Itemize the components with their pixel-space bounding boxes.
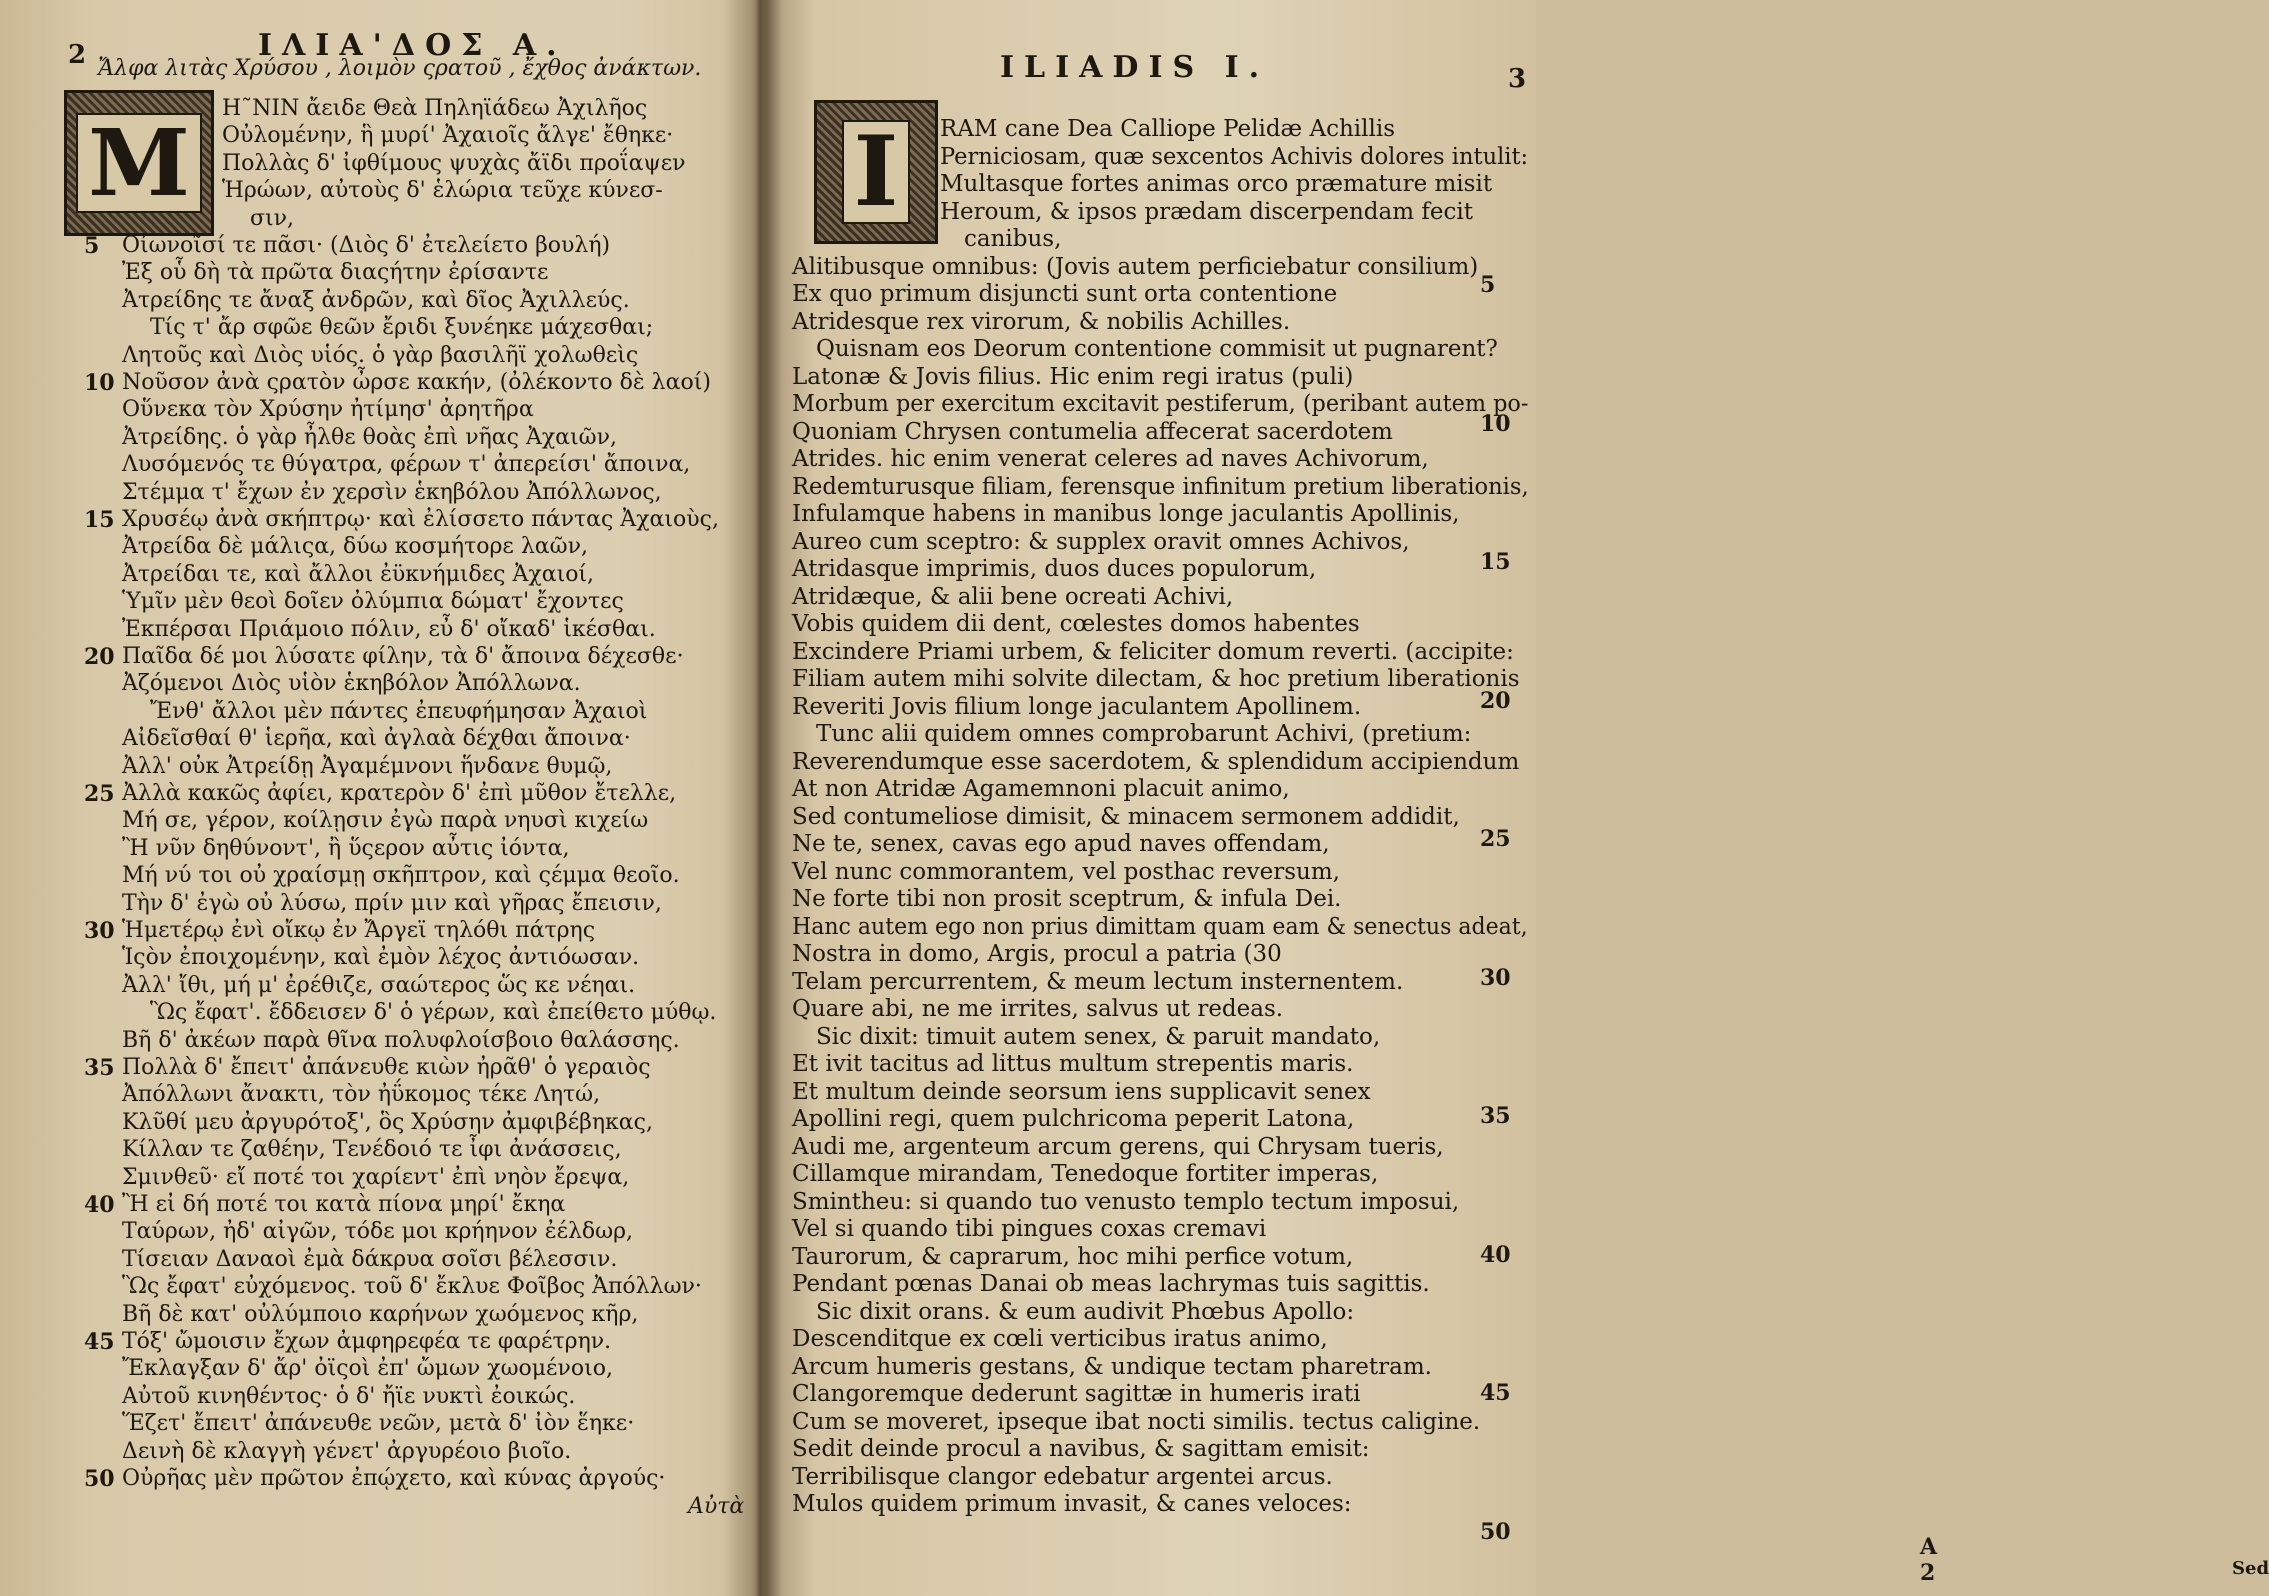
text-line: Vel nunc commorantem, vel posthac reversum,	[792, 858, 1340, 885]
line-number: 25	[1480, 826, 1511, 852]
line-number: 40	[84, 1192, 115, 1218]
text-line: Ἐξ οὗ δὴ τὰ πρῶτα διαςήτην ἐρίσαντε	[122, 260, 549, 286]
left-folio: 2	[68, 40, 87, 70]
text-line: Τόξ' ὤμοισιν ἔχων ἀμφηρεφέα τε φαρέτρην.	[122, 1329, 612, 1354]
text-line: Morbum per exercitum excitavit pestiferum, (peribant autem po-	[792, 391, 1529, 417]
left-running-head: ΙΛΙΑ'ΔΟΣ Α.	[258, 28, 567, 63]
text-line: Τίς τ' ἄρ σφῶε θεῶν ἔριδι ξυνέηκε μάχεσθαι;	[150, 315, 654, 341]
text-line: Οὐλομένην, ἣ μυρί' Ἀχαιοῖς ἄλγε' ἔθηκε·	[222, 123, 674, 149]
right-catchword: Sed	[2232, 1558, 2269, 1579]
line-number: 20	[84, 644, 115, 670]
right-page	[780, 0, 2269, 1596]
text-line: Τὴν δ' ἐγὼ οὐ λύσω, πρίν μιν καὶ γῆρας ἔπεισιν,	[122, 890, 662, 916]
text-line: Πολλὰς δ' ἰφθίμους ψυχὰς ἄϊδι προΐαψεν	[222, 150, 686, 176]
line-number: 30	[1480, 964, 1511, 991]
text-line: Οἰωνοῖσί τε πᾶσι· (Διὸς δ' ἐτελείετο βουλή)	[122, 233, 611, 258]
text-line: Οὐρῆας μὲν πρῶτον ἐπῴχετο, καὶ κύνας ἀργούς·	[122, 1466, 666, 1491]
text-line: Ἡμετέρῳ ἐνὶ οἴκῳ ἐν Ἄργεϊ τηλόθι πάτρης	[122, 918, 596, 943]
left-catchword: Αὐτὰ	[688, 1494, 745, 1519]
text-line: Alitibusque omnibus: (Jovis autem perficiebatur consilium)	[792, 253, 1479, 280]
text-line: Atridasque imprimis, duos duces populorum,	[792, 556, 1317, 582]
text-line: Ἀζόμενοι Διὸς υἱὸν ἑκηβόλον Ἀπόλλωνα.	[122, 671, 581, 697]
text-line: Ex quo primum disjuncti sunt orta contentione	[792, 281, 1338, 307]
line-number: 10	[1480, 410, 1511, 437]
text-line: Κλῦθί μευ ἀργυρότοξ', ὃς Χρύσην ἀμφιβέβηκας,	[122, 1109, 653, 1135]
right-drop-cap	[814, 100, 938, 244]
text-line: Reveriti Jovis filium longe jaculantem Apollinem.	[792, 693, 1362, 720]
text-line: Taurorum, & caprarum, hoc mihi perfice votum,	[792, 1243, 1354, 1270]
text-line: Αὐτοῦ κινηθέντος· ὁ δ' ἤϊε νυκτὶ ἐοικώς.	[122, 1383, 576, 1409]
signature-mark: A 2	[1920, 1534, 1938, 1586]
text-line: Quisnam eos Deorum contentione commisit ut pugnarent?	[816, 336, 1498, 362]
left-argument: Ἄλφα λιτὰς Χρύσου , λοιμὸν ςρατοῦ , ἔχθος ἀνάκτων.	[98, 56, 702, 81]
line-number: 45	[84, 1329, 115, 1355]
text-line: Ἢ νῦν δηθύνοντ', ἢ ὕςερον αὖτις ἰόντα,	[122, 835, 570, 861]
line-number: 20	[1480, 687, 1511, 714]
text-line: Hanc autem ego non prius dimittam quam eam & senectus adeat,	[792, 913, 1528, 940]
text-line: Nostra in domo, Argis, procul a patria (30	[792, 941, 1282, 967]
text-line: Ἀλλ' οὐκ Ἀτρείδῃ Ἀγαμέμνονι ἥνδανε θυμῷ,	[122, 753, 613, 779]
text-line: Perniciosam, quæ sexcentos Achivis dolores intulit:	[940, 143, 1529, 170]
text-line: Τίσειαν Δαναοὶ ἐμὰ δάκρυα σοῖσι βέλεσσιν.	[122, 1246, 618, 1272]
text-line: Aureo cum sceptro: & supplex oravit omnes Achivos,	[792, 528, 1410, 555]
text-line: Κίλλαν τε ζαθέην, Τενέδοιό τε ἶφι ἀνάσσεις,	[122, 1137, 622, 1163]
text-line: Apollini regi, quem pulchricoma peperit Latona,	[792, 1106, 1355, 1132]
text-line: Atridesque rex virorum, & nobilis Achilles.	[792, 308, 1291, 335]
left-drop-cap	[64, 90, 214, 236]
line-number: 50	[1480, 1518, 1511, 1545]
line-number: 30	[84, 918, 115, 944]
text-line: Excindere Priami urbem, & feliciter domum reverti. (accipite:	[792, 638, 1514, 665]
text-line: Sic dixit orans. & eum audivit Phœbus Apollo:	[816, 1298, 1355, 1325]
text-line: Filiam autem mihi solvite dilectam, & hoc pretium liberationis	[792, 666, 1520, 692]
text-line: Descenditque ex cœli verticibus iratus animo,	[792, 1326, 1328, 1352]
line-number: 25	[84, 781, 115, 807]
text-line: Πολλὰ δ' ἔπειτ' ἀπάνευθε κιὼν ἠρᾶθ' ὁ γεραιὸς	[122, 1055, 651, 1080]
text-line: Smintheu: si quando tuo venusto templo tectum imposui,	[792, 1188, 1460, 1215]
text-line: Arcum humeris gestans, & undique tectam pharetram.	[792, 1353, 1432, 1380]
text-line: σιν,	[250, 205, 295, 231]
text-line: Βῆ δὲ κατ' οὐλύμποιο καρήνων χωόμενος κῆρ,	[122, 1301, 639, 1327]
line-number: 10	[84, 370, 115, 396]
right-folio: 3	[1508, 64, 1527, 94]
text-line: Ἀτρείδης. ὁ γὰρ ἦλθε θοὰς ἐπὶ νῆας Ἀχαιῶν,	[122, 424, 617, 450]
text-line: Βῆ δ' ἀκέων παρὰ θῖνα πολυφλοίσβοιο θαλάσσης.	[122, 1027, 680, 1053]
text-line: Atridæque, & alii bene ocreati Achivi,	[792, 583, 1234, 610]
left-page	[0, 0, 762, 1596]
text-line: Ἀλλ' ἴθι, μή μ' ἐρέθιζε, σαώτερος ὥς κε νέηαι.	[122, 972, 636, 998]
text-line: Ἀπόλλωνι ἄνακτι, τὸν ἠΰκομος τέκε Λητώ,	[122, 1082, 601, 1108]
text-line: Ἢ εἰ δή ποτέ τοι κατὰ πίονα μηρί' ἔκηα	[122, 1192, 566, 1217]
line-number: 5	[1480, 272, 1496, 298]
text-line: Telam percurrentem, & meum lectum insternentem.	[792, 968, 1404, 995]
text-line: Χρυσέῳ ἀνὰ σκήπτρῳ· καὶ ἐλίσσετο πάντας Ἀχαιοὺς,	[122, 507, 719, 532]
text-line: Ἡρώων, αὐτοὺς δ' ἑλώρια τεῦχε κύνεσ-	[222, 178, 663, 204]
text-line: Redemturusque filiam, ferensque infinitum pretium liberationis,	[792, 473, 1529, 500]
text-line: Η˜ΝΙΝ ἄειδε Θεὰ Πηληϊάδεω Ἀχιλῆος	[222, 96, 648, 121]
text-line: Ἀτρείδης τε ἄναξ ἀνδρῶν, καὶ δῖος Ἀχιλλεύς.	[122, 287, 630, 313]
text-line: Στέμμα τ' ἔχων ἐν χερσὶν ἑκηβόλου Ἀπόλλωνος,	[122, 479, 662, 505]
text-line: Ne forte tibi non prosit sceptrum, & infula Dei.	[792, 886, 1342, 912]
text-line: Atrides. hic enim venerat celeres ad naves Achivorum,	[792, 446, 1429, 472]
text-line: Ἀτρείδαι τε, καὶ ἄλλοι ἐϋκνήμιδες Ἀχαιοί,	[122, 561, 595, 587]
text-line: Clangoremque dederunt sagittæ in humeris irati	[792, 1381, 1361, 1407]
line-number: 15	[84, 507, 115, 533]
line-number: 50	[84, 1466, 115, 1492]
text-line: Mulos quidem primum invasit, & canes veloces:	[792, 1491, 1352, 1517]
text-line: Ἱςὸν ἐποιχομένην, καὶ ἐμὸν λέχος ἀντιόωσαν.	[122, 945, 640, 971]
text-line: Cillamque mirandam, Tenedoque fortiter imperas,	[792, 1161, 1379, 1187]
text-line: Tunc alii quidem omnes comprobarunt Achivi, (pretium:	[816, 721, 1472, 747]
text-line: Sedit deinde procul a navibus, & sagittam emisit:	[792, 1436, 1370, 1462]
text-line: canibus,	[964, 226, 1062, 252]
text-line: Quoniam Chrysen contumelia affecerat sacerdotem	[792, 418, 1393, 445]
text-line: Ὣς ἔφατ' εὐχόμενος. τοῦ δ' ἔκλυε Φοῖβος Ἀπόλλων·	[122, 1274, 702, 1300]
text-line: At non Atridæ Agamemnoni placuit animo,	[792, 776, 1290, 802]
text-line: Ἕζετ' ἔπειτ' ἀπάνευθε νεῶν, μετὰ δ' ἰὸν ἕηκε·	[122, 1411, 635, 1437]
text-line: Infulamque habens in manibus longe jaculantis Apollinis,	[792, 501, 1460, 527]
text-line: Latonæ & Jovis filius. Hic enim regi iratus (puli)	[792, 363, 1354, 390]
text-line: Audi me, argenteum arcum gerens, qui Chrysam tueris,	[792, 1133, 1444, 1160]
text-line: Παῖδα δέ μοι λύσατε φίλην, τὰ δ' ἄποινα δέχεσθε·	[122, 644, 684, 669]
line-number: 40	[1480, 1241, 1511, 1268]
right-running-head: ILIADIS I.	[1000, 50, 1270, 85]
text-line: Et ivit tacitus ad littus multum strepentis maris.	[792, 1051, 1354, 1077]
text-line: Ne te, senex, cavas ego apud naves offendam,	[792, 831, 1330, 857]
text-line: Δεινὴ δὲ κλαγγὴ γένετ' ἀργυρέοιο βιοῖο.	[122, 1438, 572, 1464]
text-line: Νοῦσον ἀνὰ ςρατὸν ὦρσε κακήν, (ὀλέκοντο δὲ λαοί)	[122, 370, 711, 395]
text-line: Ἐκπέρσαι Πριάμοιο πόλιν, εὖ δ' οἴκαδ' ἱκέσθαι.	[122, 616, 656, 642]
text-line: Ἔνθ' ἄλλοι μὲν πάντες ἐπευφήμησαν Ἀχαιοὶ	[150, 698, 648, 724]
text-line: Ὑμῖν μὲν θεοὶ δοῖεν ὀλύμπια δώματ' ἔχοντες	[122, 589, 624, 615]
line-number: 5	[84, 233, 100, 259]
text-line: Μή σε, γέρον, κοίλῃσιν ἐγὼ παρὰ νηυσὶ κιχείω	[122, 808, 649, 834]
text-line: Pendant pœnas Danai ob meas lachrymas tuis sagittis.	[792, 1271, 1430, 1297]
text-line: Οὕνεκα τὸν Χρύσην ἠτίμησ' ἀρητῆρα	[122, 397, 534, 423]
text-line: Quare abi, ne me irrites, salvus ut redeas.	[792, 996, 1284, 1022]
right-drop-cap-letter: I	[842, 120, 911, 224]
text-line: Μή νύ τοι οὐ χραίσμῃ σκῆπτρον, καὶ ςέμμα θεοῖο.	[122, 863, 680, 889]
text-line: Vobis quidem dii dent, cœlestes domos habentes	[792, 611, 1360, 637]
text-line: Λυσόμενός τε θύγατρα, φέρων τ' ἀπερείσι' ἄποινα,	[122, 452, 691, 478]
text-line: Multasque fortes animas orco præmature misit	[940, 171, 1493, 197]
line-number: 35	[84, 1055, 115, 1081]
text-line: Αἰδεῖσθαί θ' ἱερῆα, καὶ ἀγλαὰ δέχθαι ἄποινα·	[122, 726, 631, 752]
text-line: RAM cane Dea Calliope Pelidæ Achillis	[940, 116, 1396, 142]
line-number: 35	[1480, 1103, 1511, 1129]
text-line: Ταύρων, ἠδ' αἰγῶν, τόδε μοι κρήηνον ἐέλδωρ,	[122, 1219, 634, 1245]
text-line: Heroum, & ipsos prædam discerpendam fecit	[940, 198, 1473, 225]
text-line: Sed contumeliose dimisit, & minacem sermonem addidit,	[792, 803, 1460, 830]
text-line: Ἀτρείδα δὲ μάλιςα, δύω κοσμήτορε λαῶν,	[122, 534, 588, 560]
text-line: Σμινθεῦ· εἴ ποτέ τοι χαρίεντ' ἐπὶ νηὸν ἔρεψα,	[122, 1164, 630, 1190]
text-line: Sic dixit: timuit autem senex, & paruit mandato,	[816, 1023, 1381, 1050]
text-line: Ὣς ἔφατ'. ἔδδεισεν δ' ὁ γέρων, καὶ ἐπείθετο μύθῳ.	[150, 1000, 717, 1026]
text-line: Vel si quando tibi pingues coxas cremavi	[792, 1216, 1267, 1242]
text-line: Ἔκλαγξαν δ' ἄρ' ὀϊςοὶ ἐπ' ὤμων χωομένοιο,	[122, 1356, 613, 1382]
text-line: Λητοῦς καὶ Διὸς υἱός. ὁ γὰρ βασιλῆϊ χολωθεὶς	[122, 342, 639, 368]
text-line: Reverendumque esse sacerdotem, & splendidum accipiendum	[792, 748, 1520, 775]
left-drop-cap-letter: M	[76, 113, 202, 213]
text-line: Et multum deinde seorsum iens supplicavit senex	[792, 1078, 1371, 1105]
line-number: 45	[1480, 1380, 1511, 1406]
text-line: Cum se moveret, ipseque ibat nocti similis. tectus caligine.	[792, 1408, 1481, 1435]
text-line: Ἀλλὰ κακῶς ἀφίει, κρατερὸν δ' ἐπὶ μῦθον ἔτελλε,	[122, 781, 677, 806]
text-line: Terribilisque clangor edebatur argentei arcus.	[792, 1463, 1333, 1490]
line-number: 15	[1480, 549, 1511, 575]
